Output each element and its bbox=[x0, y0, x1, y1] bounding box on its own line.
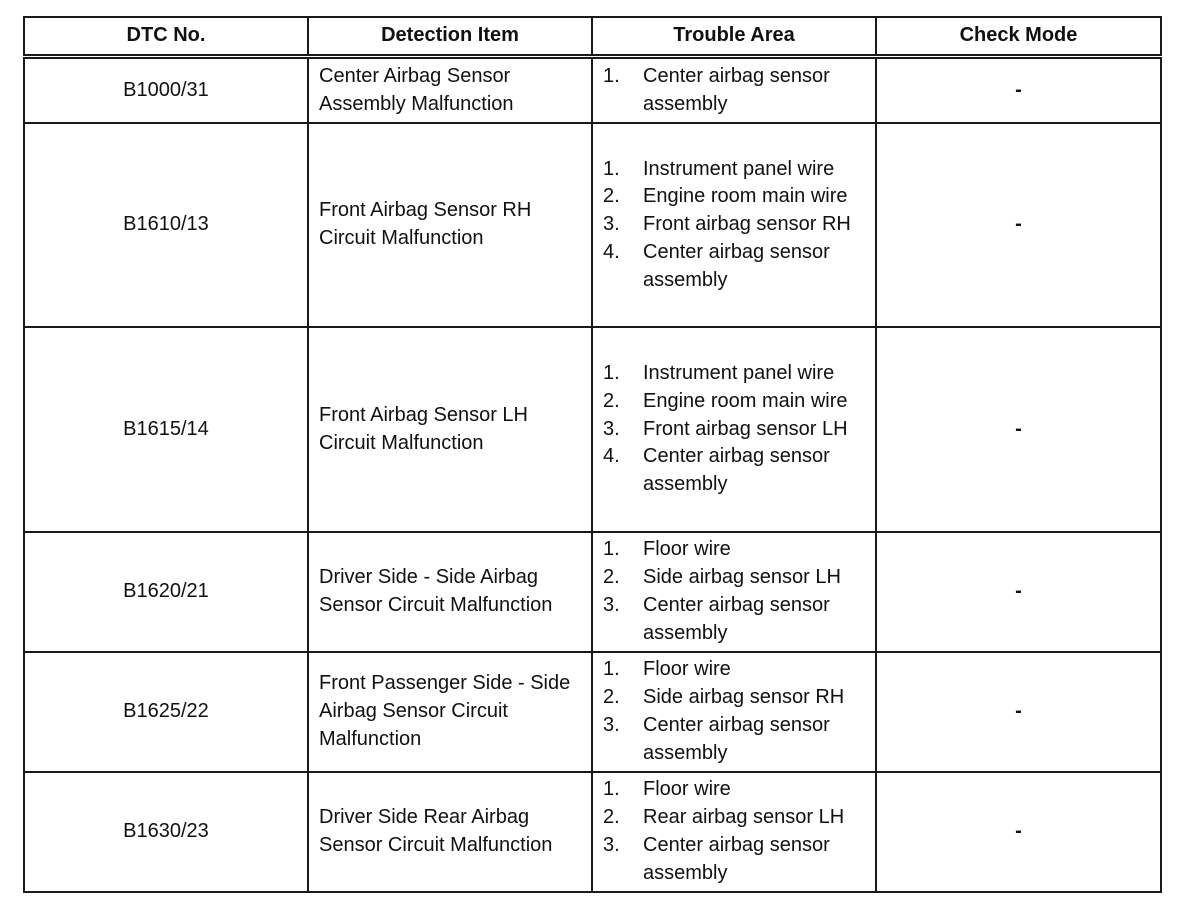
check-mode: - bbox=[876, 772, 1161, 892]
trouble-area-text: Floor wire bbox=[643, 538, 731, 561]
list-item: 1. Instrument panel wire bbox=[603, 157, 835, 180]
trouble-area bbox=[592, 57, 876, 124]
list-item: 3. Front airbag sensor RH bbox=[603, 213, 851, 236]
detection-item: Driver Side Rear Airbag Sensor Circuit Malfunction bbox=[308, 772, 592, 892]
list-item: 2. Rear airbag sensor LH bbox=[603, 806, 845, 829]
list-item: 1. Center airbag sensor assembly bbox=[603, 64, 830, 115]
trouble-area-text: Center airbag sensor assembly bbox=[643, 64, 830, 115]
dtc-code: B1000/31 bbox=[24, 57, 308, 124]
trouble-area-text: Center airbag sensor assembly bbox=[643, 240, 830, 291]
dtc-code: B1630/23 bbox=[24, 772, 308, 892]
trouble-area-text: Instrument panel wire bbox=[643, 157, 835, 180]
dtc-code: B1610/13 bbox=[24, 123, 308, 327]
trouble-area-text: Side airbag sensor RH bbox=[643, 686, 845, 709]
dtc-table bbox=[23, 16, 1162, 893]
list-item: 1. Floor wire bbox=[603, 778, 731, 801]
list-item: 3. Front airbag sensor LH bbox=[603, 417, 848, 440]
check-mode: - bbox=[876, 57, 1161, 124]
header-dtc-no: DTC No. bbox=[24, 17, 308, 57]
list-item: 1. Instrument panel wire bbox=[603, 362, 835, 384]
detection-item: Front Passenger Side - Side Airbag Sensor Circuit Malfunction bbox=[308, 652, 592, 772]
dtc-code: B1615/14 bbox=[24, 327, 308, 532]
trouble-area-text: Front airbag sensor RH bbox=[643, 213, 851, 236]
header-trouble-area: Trouble Area bbox=[592, 17, 876, 57]
trouble-area-text: Center airbag sensor assembly bbox=[643, 445, 830, 496]
trouble-area-text: Front airbag sensor LH bbox=[643, 417, 848, 440]
list-item: 1. Floor wire bbox=[603, 658, 731, 681]
table-row bbox=[24, 652, 1161, 772]
trouble-area-text: Floor wire bbox=[643, 778, 731, 801]
check-mode: - bbox=[876, 532, 1161, 652]
list-item: 3. Center airbag sensor assembly bbox=[603, 594, 830, 644]
trouble-area bbox=[592, 652, 876, 772]
table-row bbox=[24, 57, 1161, 124]
list-item: 4. Center airbag sensor assembly bbox=[603, 445, 830, 496]
trouble-area-text: Floor wire bbox=[643, 658, 731, 681]
trouble-area-text: Center airbag sensor assembly bbox=[643, 834, 830, 884]
trouble-area-text: Rear airbag sensor LH bbox=[643, 806, 845, 829]
trouble-area-text: Center airbag sensor assembly bbox=[643, 594, 830, 644]
list-item: 2. Side airbag sensor RH bbox=[603, 686, 845, 709]
dtc-code: B1625/22 bbox=[24, 652, 308, 772]
trouble-area-text: Engine room main wire bbox=[643, 185, 848, 208]
detection-item: Driver Side - Side Airbag Sensor Circuit Malfunction bbox=[308, 532, 592, 652]
trouble-area bbox=[592, 327, 876, 532]
detection-item: Center Airbag Sensor Assembly Malfunction bbox=[308, 57, 592, 124]
table-row bbox=[24, 123, 1161, 327]
list-item: 1. Floor wire bbox=[603, 538, 731, 561]
dtc-code: B1620/21 bbox=[24, 532, 308, 652]
table-row bbox=[24, 532, 1161, 652]
header-check-mode: Check Mode bbox=[876, 17, 1161, 57]
trouble-area-list bbox=[603, 63, 871, 119]
trouble-area-list bbox=[603, 776, 871, 887]
trouble-area-text: Instrument panel wire bbox=[643, 362, 835, 384]
dtc-table-container bbox=[23, 16, 1160, 893]
check-mode: - bbox=[876, 123, 1161, 327]
check-mode: - bbox=[876, 327, 1161, 532]
list-item: 4. Center airbag sensor assembly bbox=[603, 240, 830, 291]
trouble-area-list bbox=[603, 156, 871, 295]
trouble-area bbox=[592, 532, 876, 652]
list-item: 2. Engine room main wire bbox=[603, 389, 848, 412]
header-detection-item: Detection Item bbox=[308, 17, 592, 57]
check-mode: - bbox=[876, 652, 1161, 772]
table-row bbox=[24, 327, 1161, 532]
trouble-area-text: Engine room main wire bbox=[643, 389, 848, 412]
trouble-area-text: Center airbag sensor assembly bbox=[643, 714, 830, 764]
trouble-area-list bbox=[603, 536, 871, 647]
list-item: 3. Center airbag sensor assembly bbox=[603, 834, 830, 884]
list-item: 2. Engine room main wire bbox=[603, 185, 848, 208]
trouble-area-list bbox=[603, 656, 871, 767]
table-header-row bbox=[24, 17, 1161, 57]
detection-item: Front Airbag Sensor RH Circuit Malfunction bbox=[308, 123, 592, 327]
list-item: 2. Side airbag sensor LH bbox=[603, 566, 841, 589]
table-row bbox=[24, 772, 1161, 892]
detection-item: Front Airbag Sensor LH Circuit Malfunction bbox=[308, 327, 592, 532]
trouble-area bbox=[592, 772, 876, 892]
trouble-area bbox=[592, 123, 876, 327]
trouble-area-text: Side airbag sensor LH bbox=[643, 566, 841, 589]
trouble-area-list bbox=[603, 360, 871, 499]
list-item: 3. Center airbag sensor assembly bbox=[603, 714, 830, 764]
